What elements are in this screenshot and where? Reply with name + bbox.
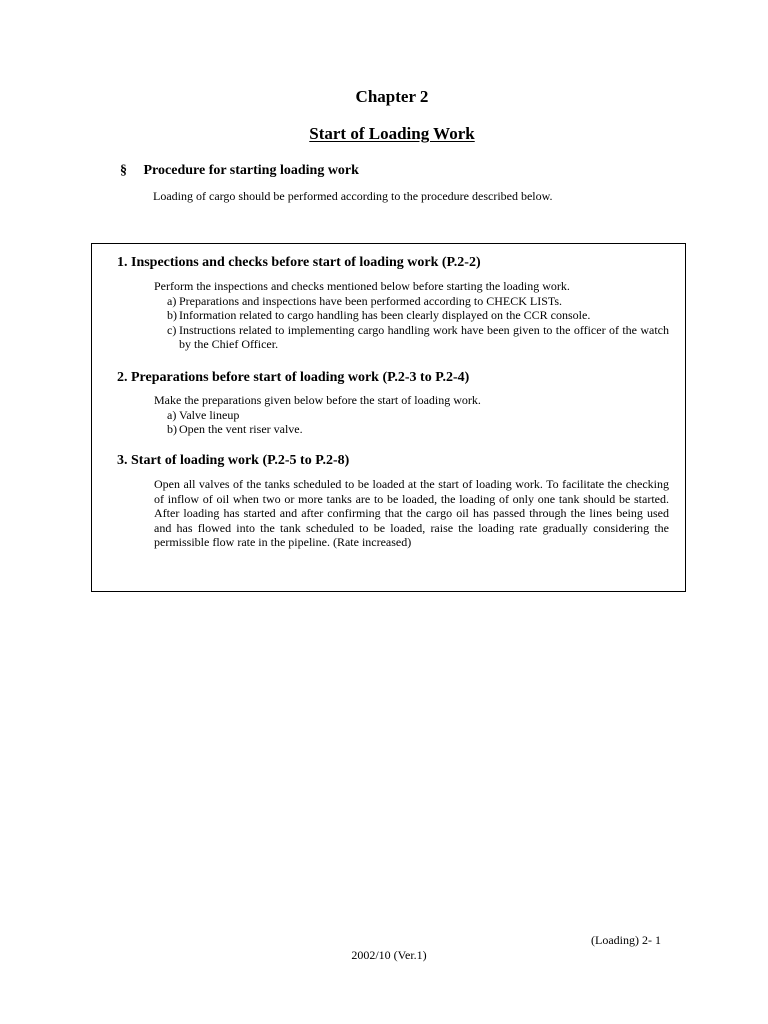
step-2-heading: 2. Preparations before start of loading work (P.2-3 to P.2-4) <box>117 370 470 385</box>
item-text: Preparations and inspections have been performed according to CHECK LISTs. <box>179 293 563 308</box>
version-label: 2002/10 (Ver.1) <box>351 948 427 962</box>
item-text: Information related to cargo handling has been clearly displayed on the CCR console. <box>179 308 591 323</box>
item-text: Valve lineup <box>179 407 240 422</box>
page-title <box>0 124 768 144</box>
item-text: Instructions related to implementing cargo handling work have been given to the officer of the watch by the Chief Officer. <box>179 322 669 352</box>
section-intro: Loading of cargo should be performed according to the procedure described below. <box>153 189 553 203</box>
page-title-text: Start of Loading Work <box>309 124 475 143</box>
item-label: c) <box>167 322 177 337</box>
section-symbol: § <box>120 163 127 178</box>
step-3-body: Open all valves of the tanks scheduled to be loaded at the start of loading work. To facilitate the checking of inflow of oil when two or more tanks are to be loaded, the loading of only one tank should be started. After loading has started and after confirming that the cargo oil has passed through the lines being used and has flowed into the tank scheduled to be loaded, raise the loading rate gradually considering the permissible flow rate in the pipeline. (Rate increased) <box>154 477 669 550</box>
step-1-item-c <box>167 323 669 352</box>
procedure-box <box>91 243 686 592</box>
step-1-item-a <box>167 294 669 309</box>
step-3-heading: 3. Start of loading work (P.2-5 to P.2-8) <box>117 453 350 468</box>
step-2-item-a <box>167 408 669 423</box>
section-heading <box>120 163 359 179</box>
item-label: a) <box>167 407 177 422</box>
item-text: Open the vent riser valve. <box>179 422 303 437</box>
step-1-lead: Perform the inspections and checks mentioned below before starting the loading work. <box>154 279 570 293</box>
section-heading-text: Procedure for starting loading work <box>143 163 359 178</box>
item-label: a) <box>167 293 177 308</box>
step-2-lead: Make the preparations given below before the start of loading work. <box>154 393 481 407</box>
item-label: b) <box>167 308 177 323</box>
step-1-heading: 1. Inspections and checks before start of loading work (P.2-2) <box>117 255 481 270</box>
step-2-item-b <box>167 422 669 437</box>
item-label: b) <box>167 422 177 437</box>
page-number: (Loading) 2- 1 <box>591 933 661 947</box>
chapter-heading: Chapter 2 <box>355 87 429 106</box>
step-1-item-b <box>167 308 669 323</box>
